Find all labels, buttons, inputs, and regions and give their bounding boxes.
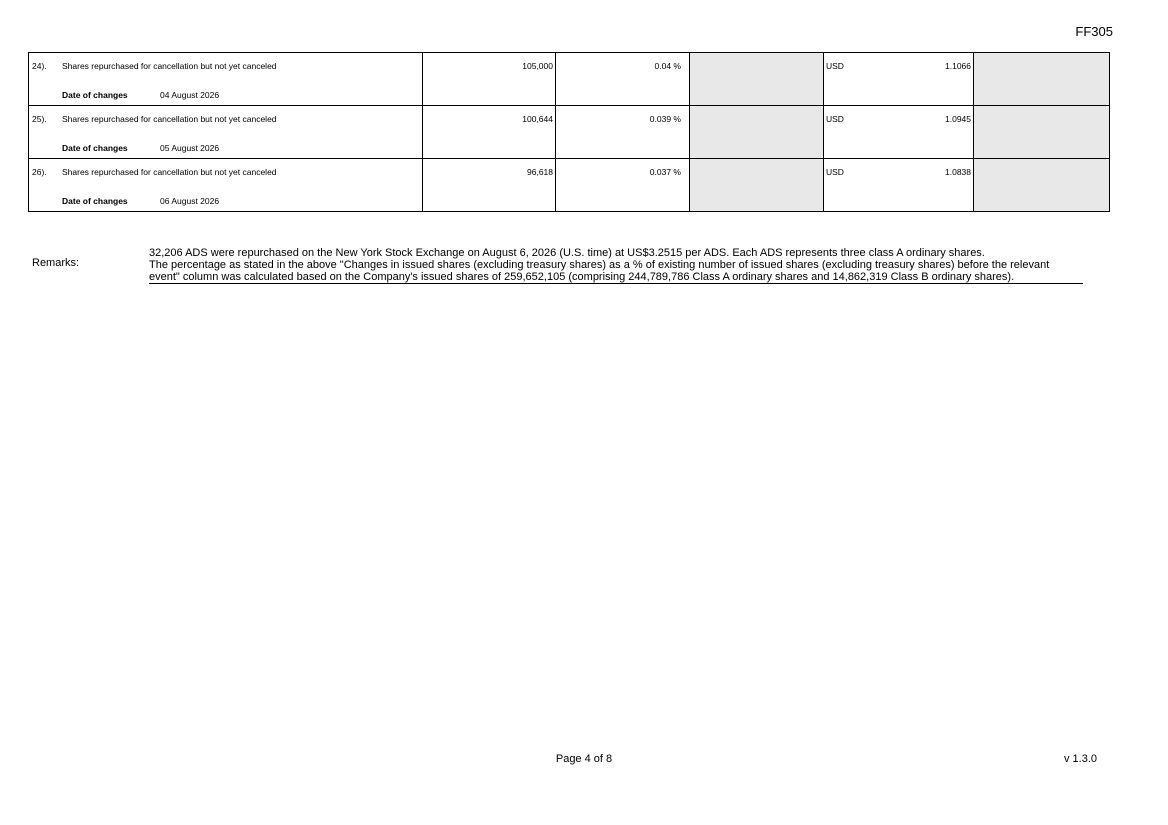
currency: USD — [826, 114, 844, 124]
share-changes-table — [28, 52, 1110, 212]
number-of-shares-cell — [423, 159, 556, 212]
price-cell — [824, 53, 974, 106]
description-cell — [29, 106, 423, 159]
date-of-changes-value: 05 August 2026 — [160, 143, 220, 153]
table-row — [29, 106, 1110, 159]
number-of-shares-cell — [423, 53, 556, 106]
page-number: Page 4 of 8 — [555, 753, 613, 765]
blank-shaded-cell — [690, 106, 824, 159]
remarks-paragraph: The percentage as stated in the above "Changes in issued shares (excluding treasury shares) as a % of existing number of issued shares (excluding treasury shares) before the relevant event" column was calculated based on the Company's issued shares of 259,652,105 (comprising 244,789,786 Class A ordinary shares and 14,862,319 Class B ordinary shares). — [149, 259, 1050, 283]
version-label: v 1.3.0 — [1063, 753, 1097, 765]
blank-shaded-cell — [690, 159, 824, 212]
percentage-cell — [556, 106, 690, 159]
entry-index: 25). — [32, 114, 47, 124]
price-value: 1.0838 — [945, 167, 971, 177]
price-cell — [824, 106, 974, 159]
date-of-changes-label: Date of changes — [62, 143, 128, 153]
blank-shaded-cell — [974, 106, 1110, 159]
date-of-changes-label: Date of changes — [62, 90, 128, 100]
percentage-cell — [556, 159, 690, 212]
remarks-text — [149, 247, 1083, 284]
entry-index: 26). — [32, 167, 47, 177]
entry-description: Shares repurchased for cancellation but not yet canceled — [62, 114, 277, 124]
entry-description: Shares repurchased for cancellation but not yet canceled — [62, 61, 277, 71]
table-row — [29, 53, 1110, 106]
currency: USD — [826, 61, 844, 71]
description-cell — [29, 53, 423, 106]
blank-shaded-cell — [974, 53, 1110, 106]
remarks-label: Remarks: — [32, 257, 80, 269]
percentage-value: 0.04 % — [654, 61, 681, 71]
blank-shaded-cell — [690, 53, 824, 106]
price-cell — [824, 159, 974, 212]
percentage-cell — [556, 53, 690, 106]
price-value: 1.1066 — [945, 61, 971, 71]
price-value: 1.0945 — [945, 114, 971, 124]
entry-description: Shares repurchased for cancellation but not yet canceled — [62, 167, 277, 177]
date-of-changes-value: 06 August 2026 — [160, 196, 220, 206]
date-of-changes-value: 04 August 2026 — [160, 90, 220, 100]
number-of-shares: 105,000 — [522, 61, 553, 71]
entry-index: 24). — [32, 61, 47, 71]
description-cell — [29, 159, 423, 212]
currency: USD — [826, 167, 844, 177]
remarks-paragraph: 32,206 ADS were repurchased on the New York Stock Exchange on August 6, 2026 (U.S. time) at US$3.2515 per ADS. Each ADS represents three class A ordinary shares. — [149, 247, 985, 259]
form-code: FF305 — [1075, 24, 1113, 39]
number-of-shares: 96,618 — [527, 167, 553, 177]
number-of-shares: 100,644 — [522, 114, 553, 124]
table-row — [29, 159, 1110, 212]
percentage-value: 0.037 % — [649, 167, 681, 177]
date-of-changes-label: Date of changes — [62, 196, 128, 206]
blank-shaded-cell — [974, 159, 1110, 212]
percentage-value: 0.039 % — [649, 114, 681, 124]
number-of-shares-cell — [423, 106, 556, 159]
